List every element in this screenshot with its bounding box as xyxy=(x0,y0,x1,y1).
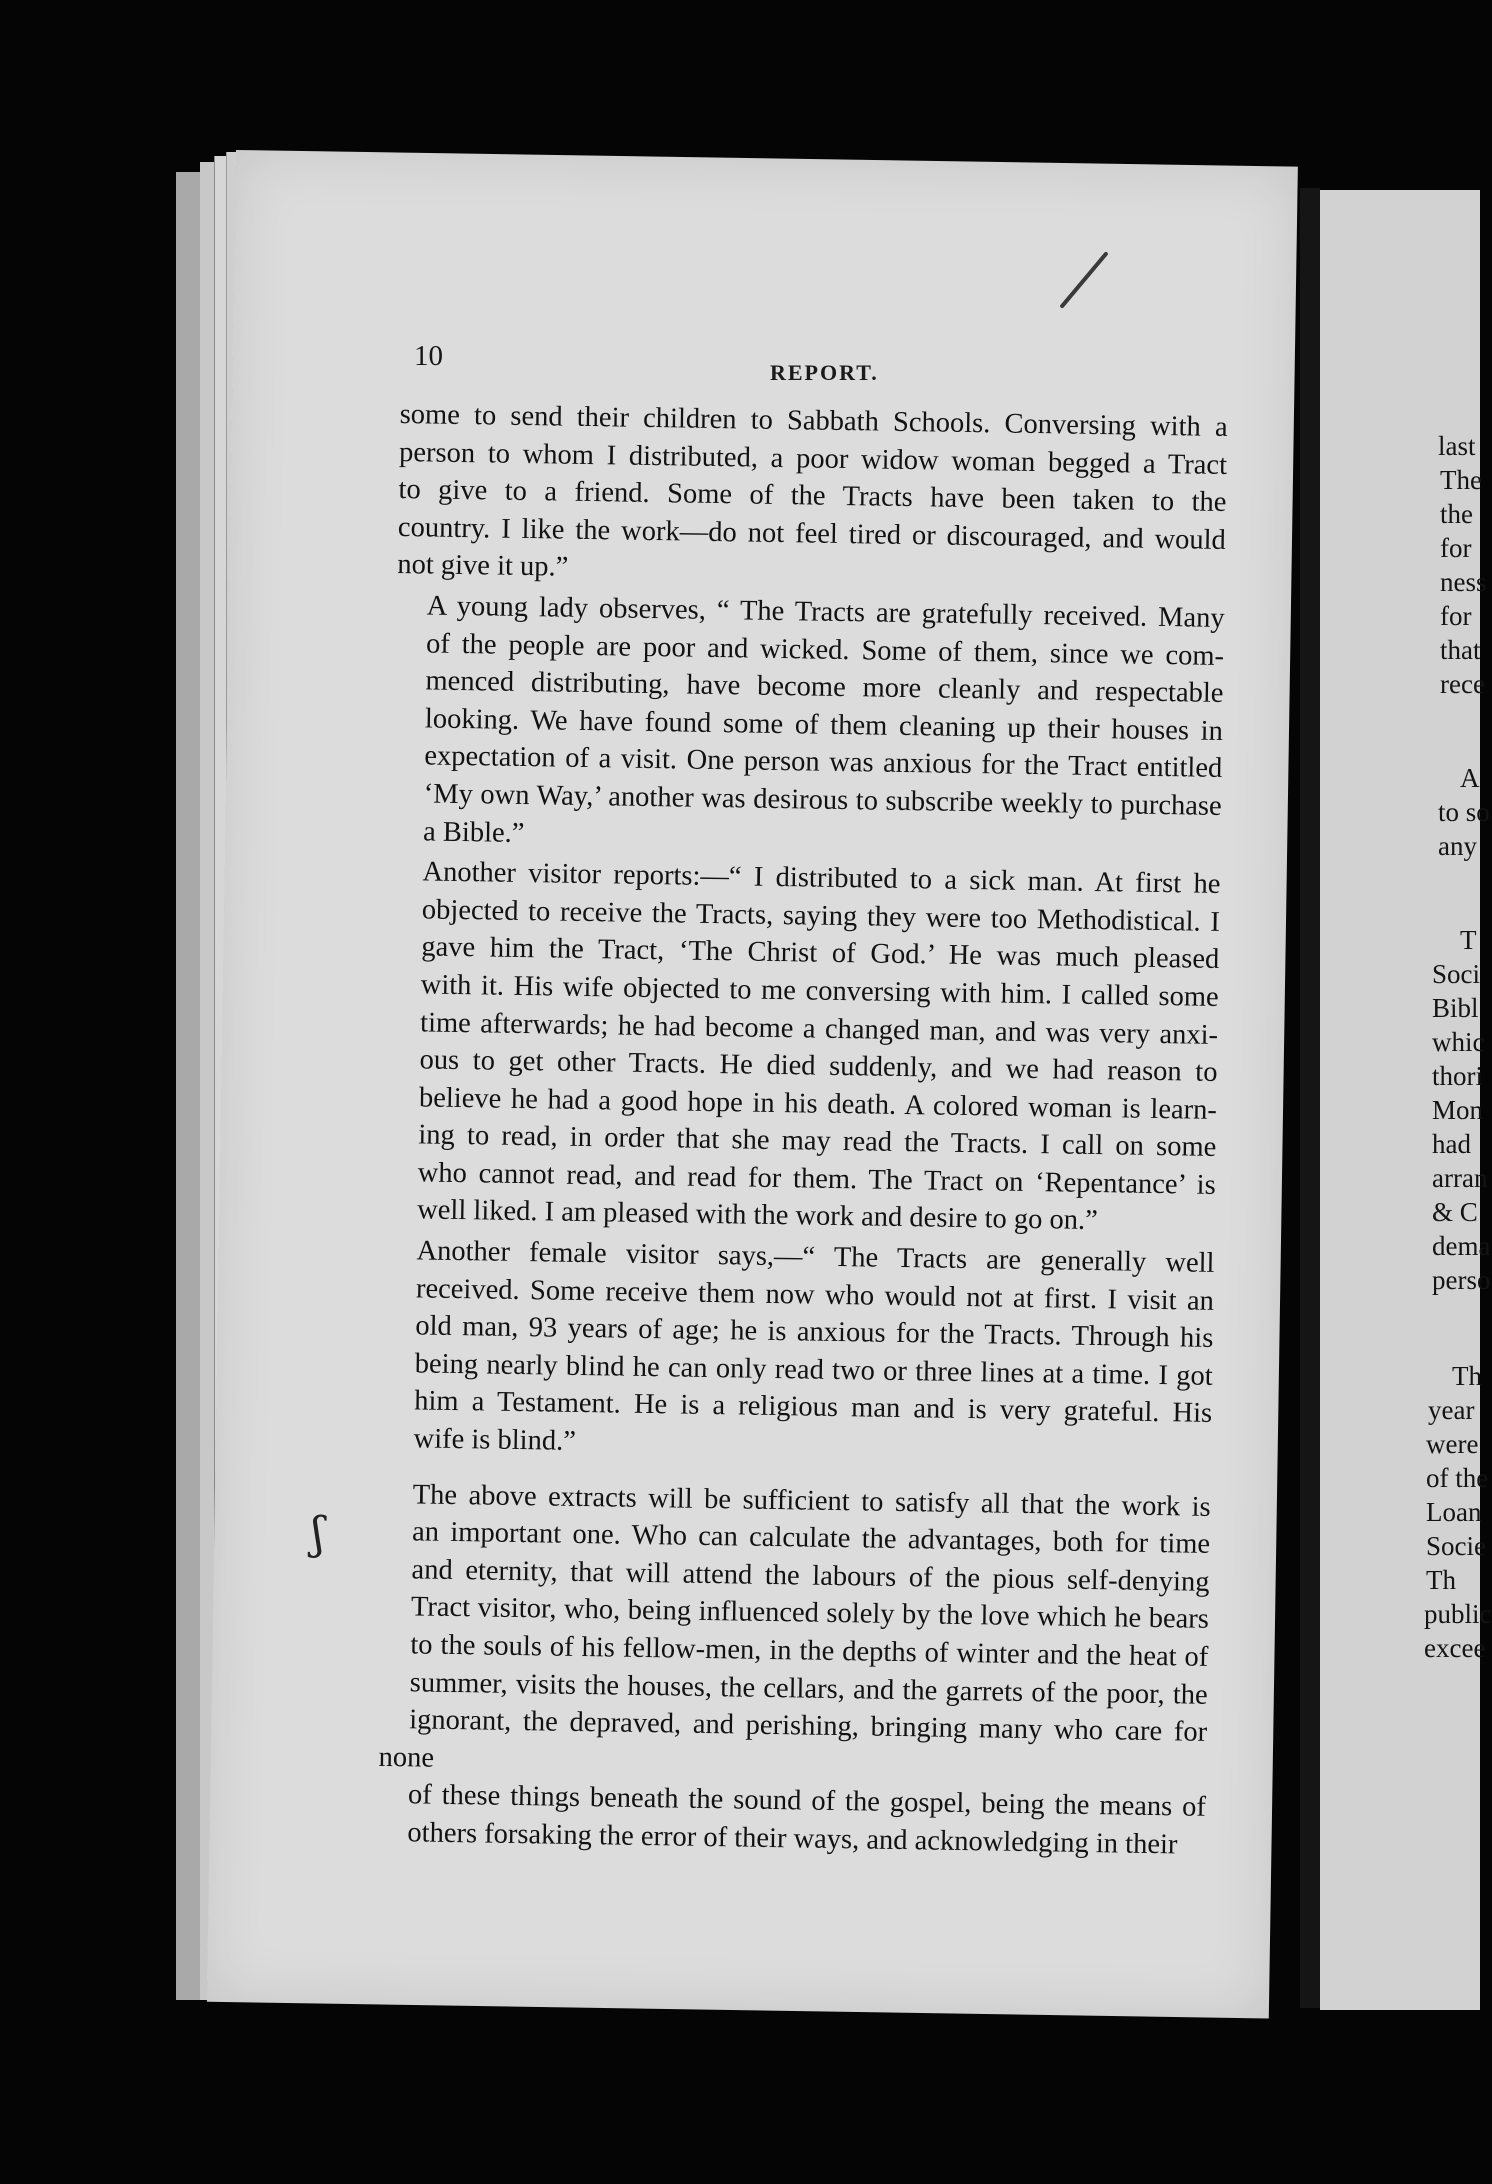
text-line: who cannot read, and read for them. The Tract on ‘Repentance’ is xyxy=(417,1157,1216,1201)
text-line: to give to a friend. Some of the Tracts have been taken to the xyxy=(398,474,1227,519)
text-line: a Bible.” xyxy=(422,815,525,849)
page-number: 10 xyxy=(414,340,443,372)
facing-page-fragment: the xyxy=(1440,499,1473,529)
paragraph xyxy=(397,396,1228,597)
text-line: and eternity, that will attend the labours of the pious self-denying xyxy=(411,1554,1210,1598)
text-line: ous to get other Tracts. He died suddenly, and we had reason to xyxy=(419,1044,1218,1089)
text-line: being nearly blind he can only read two or three lines at a time. I got xyxy=(414,1348,1213,1392)
facing-page-fragment: last xyxy=(1438,431,1476,461)
text-line: expectation of a visit. One person was anxious for the Tract entitled xyxy=(424,740,1223,785)
facing-page-fragment: Mon xyxy=(1432,1095,1484,1125)
text-line: looking. We have found some of them cleaning up their houses in xyxy=(424,703,1224,747)
facing-page-fragment: rece xyxy=(1440,669,1485,699)
facing-page-fragment: for xyxy=(1440,601,1472,631)
facing-page-fragment: Th xyxy=(1426,1565,1456,1595)
facing-page-fragment: Bibl xyxy=(1432,993,1479,1023)
text-line: person to whom I distributed, a poor widow woman begged a Tract xyxy=(398,436,1228,481)
text-line: objected to receive the Tracts, saying they were too Methodistical. I xyxy=(421,894,1221,938)
running-head: REPORT. xyxy=(770,360,879,385)
text-line: ‘My own Way,’ another was desirous to subscribe weekly to purchase xyxy=(423,778,1222,822)
text-line: country. I like the work—do not feel tired or discouraged, and would xyxy=(397,511,1227,556)
facing-page-fragment: any xyxy=(1438,831,1477,861)
facing-page-fragment: Loan xyxy=(1426,1497,1482,1527)
text-line: him a Testament. He is a religious man and is very grateful. His xyxy=(413,1385,1213,1430)
facing-page-fragment: A xyxy=(1460,763,1480,793)
facing-page xyxy=(1320,190,1492,2010)
facing-page-fragment: year xyxy=(1428,1395,1475,1425)
text-line: The above extracts will be sufficient to satisfy all that the work is xyxy=(412,1478,1211,1523)
text-line: Another female visitor says,—“ The Tracts are generally well xyxy=(416,1235,1215,1279)
facing-page-fragment: Soci xyxy=(1432,959,1481,989)
text-line: well liked. I am pleased with the work and desire to go on.” xyxy=(416,1194,1099,1237)
paragraph xyxy=(383,1232,1214,1471)
facing-page-fragment: dema xyxy=(1432,1231,1491,1261)
paragraph xyxy=(377,1475,1211,1864)
facing-page-fragment: T xyxy=(1460,925,1477,955)
facing-page-fragment: Socie xyxy=(1426,1531,1486,1561)
paragraph xyxy=(393,587,1225,863)
text-line: ing to read, in order that she may read the Tracts. I call on some xyxy=(418,1119,1217,1164)
text-line: others forsaking the error of their ways, and acknowledging in their xyxy=(407,1817,1178,1861)
text-line: received. Some receive them now who would not at first. I visit an xyxy=(415,1273,1215,1317)
text-line: old man, 93 years of age; he is anxious for the Tracts. Through his xyxy=(415,1310,1214,1355)
facing-page-fragment: perso xyxy=(1432,1265,1491,1295)
facing-page-fragment: were xyxy=(1426,1429,1479,1459)
body-text xyxy=(377,396,1228,1864)
text-line: wife is blind.” xyxy=(413,1423,577,1457)
facing-page-fragment: that xyxy=(1440,635,1481,665)
facing-page-fragment: arran xyxy=(1432,1163,1488,1193)
page-stack-edge xyxy=(176,172,200,2000)
text-line: gave him the Tract, ‘The Christ of God.’ He was much pleased xyxy=(421,931,1220,976)
facing-page-fragment: & C xyxy=(1432,1197,1478,1227)
facing-page-fragment: had xyxy=(1432,1129,1471,1159)
text-line: time afterwards; he had become a changed man, and was very anxi- xyxy=(419,1006,1219,1051)
text-line: ignorant, the depraved, and perishing, bringing many who care for none xyxy=(378,1704,1208,1774)
text-line: A young lady observes, “ The Tracts are gratefully received. Many xyxy=(426,590,1225,634)
paragraph xyxy=(387,853,1221,1242)
margin-mark: ʃ xyxy=(312,1508,324,1559)
facing-page-fragment: of the xyxy=(1426,1463,1489,1493)
text-line: not give it up.” xyxy=(397,549,569,584)
facing-page-fragment: The xyxy=(1440,465,1482,495)
facing-page-fragment: ness xyxy=(1440,567,1487,597)
text-line: with it. His wife objected to me conversing with him. I called some xyxy=(420,969,1219,1013)
facing-page-fragment: for xyxy=(1440,533,1472,563)
text-line: to the souls of his fellow-men, in the depths of winter and the heat of xyxy=(410,1629,1209,1673)
facing-page-fragment: whic xyxy=(1432,1027,1485,1057)
facing-page-fragment: to so xyxy=(1438,797,1490,827)
text-line: some to send their children to Sabbath Schools. Conversing with a xyxy=(399,398,1228,444)
text-line: menced distributing, have become more cleanly and respectable xyxy=(425,665,1224,710)
text-line: of these things beneath the sound of the gospel, being the means of xyxy=(407,1779,1207,1824)
facing-page-fragment: excee xyxy=(1424,1633,1486,1663)
text-line: Another visitor reports:—“ I distributed to a sick man. At first he xyxy=(422,856,1221,901)
text-line: of the people are poor and wicked. Some of them, since we com- xyxy=(425,628,1225,672)
facing-page-fragment: thori xyxy=(1432,1061,1483,1091)
text-line: an important one. Who can calculate the advantages, both for time xyxy=(411,1516,1211,1561)
text-line: summer, visits the houses, the cellars, and the garrets of the poor, the xyxy=(409,1666,1208,1711)
facing-page-fragment: Th xyxy=(1452,1361,1482,1391)
text-line: believe he had a good hope in his death. A colored woman is learn- xyxy=(418,1082,1218,1126)
facing-page-fragment: public xyxy=(1424,1599,1492,1629)
text-line: Tract visitor, who, being influenced solely by the love which he bears xyxy=(410,1591,1210,1636)
book-gutter xyxy=(1300,188,1320,2008)
